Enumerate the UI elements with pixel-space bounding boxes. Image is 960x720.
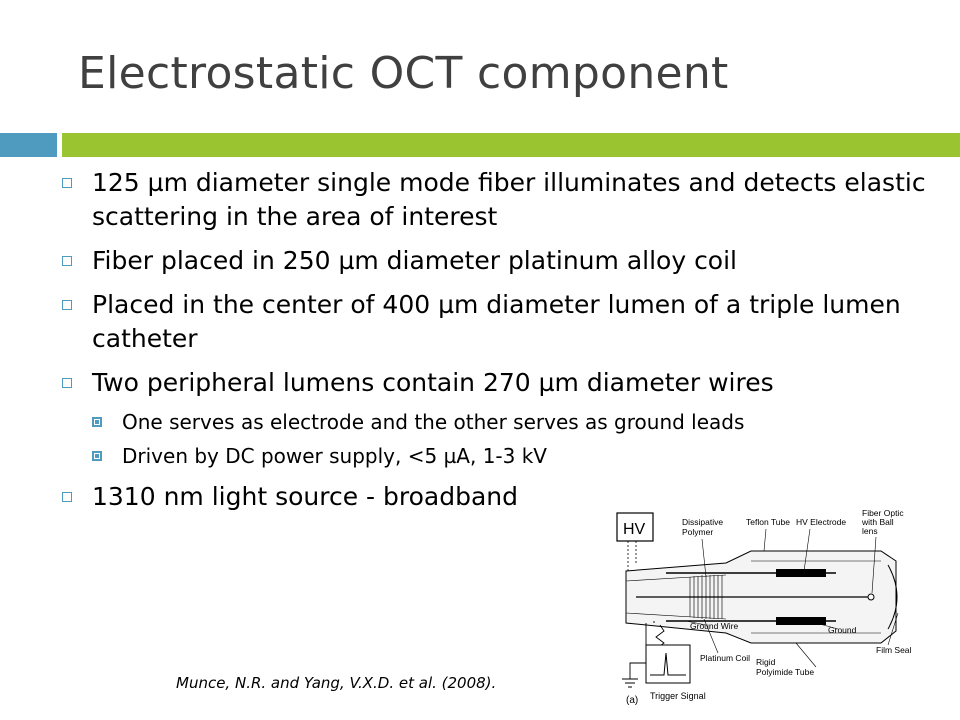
bullet-list [62,166,952,514]
bullet-text: Fiber placed in 250 µm diameter platinum alloy coil [92,246,737,275]
label-trigger-signal: Trigger Signal [650,691,706,701]
accent-bar-green [62,133,960,157]
hv-label: HV [623,521,646,538]
catheter-diagram [606,503,960,720]
sub-bullet-item [92,442,952,470]
filled-square-bullet-icon [92,451,102,461]
label-panel: (a) [626,695,639,706]
label-rigid: Rigid [756,657,776,667]
label-polymer: Polymer [682,527,714,537]
sub-bullet-text: One serves as electrode and the other serves as ground leads [122,410,745,434]
bullet-item [62,366,952,470]
label-hv-electrode: HV Electrode [796,517,847,527]
citation: Munce, N.R. and Yang, V.X.D. et al. (2008). [176,674,497,692]
sub-bullet-list [92,408,952,470]
label-with-ball: with Ball [862,517,894,527]
sub-bullet-text: Driven by DC power supply, <5 µA, 1-3 kV [122,444,547,468]
label-ground-wire: Ground Wire [690,621,739,631]
bullet-text: 125 µm diameter single mode fiber illuminates and detects elastic scattering in the area of interest [92,168,926,231]
accent-bar-blue [0,133,57,157]
square-bullet-icon [62,178,72,188]
label-platinum-coil: Platinum Coil [700,653,751,663]
square-bullet-icon [62,492,72,502]
bullet-item [62,244,952,278]
label-film-seal: Film Seal [876,645,912,655]
bullet-text: Two peripheral lumens contain 270 µm diameter wires [92,368,774,397]
bullet-text: 1310 nm light source - broadband [92,482,518,511]
square-bullet-icon [62,378,72,388]
label-lens: lens [862,526,878,536]
filled-square-bullet-icon [92,417,102,427]
trigger-box [646,645,690,683]
label-teflon-tube: Teflon Tube [746,517,790,527]
bullet-text: Placed in the center of 400 µm diameter lumen of a triple lumen catheter [92,290,901,353]
label-ground: Ground [828,625,857,635]
square-bullet-icon [62,256,72,266]
label-fiber-optic: Fiber Optic [862,508,904,518]
label-dissipative: Dissipative [682,517,724,527]
label-polyimide-tube: Polyimide Tube [756,667,815,677]
bullet-item [62,288,952,356]
square-bullet-icon [62,300,72,310]
bullet-item [62,166,952,234]
slide-title: Electrostatic OCT component [78,48,729,99]
sub-bullet-item [92,408,952,436]
